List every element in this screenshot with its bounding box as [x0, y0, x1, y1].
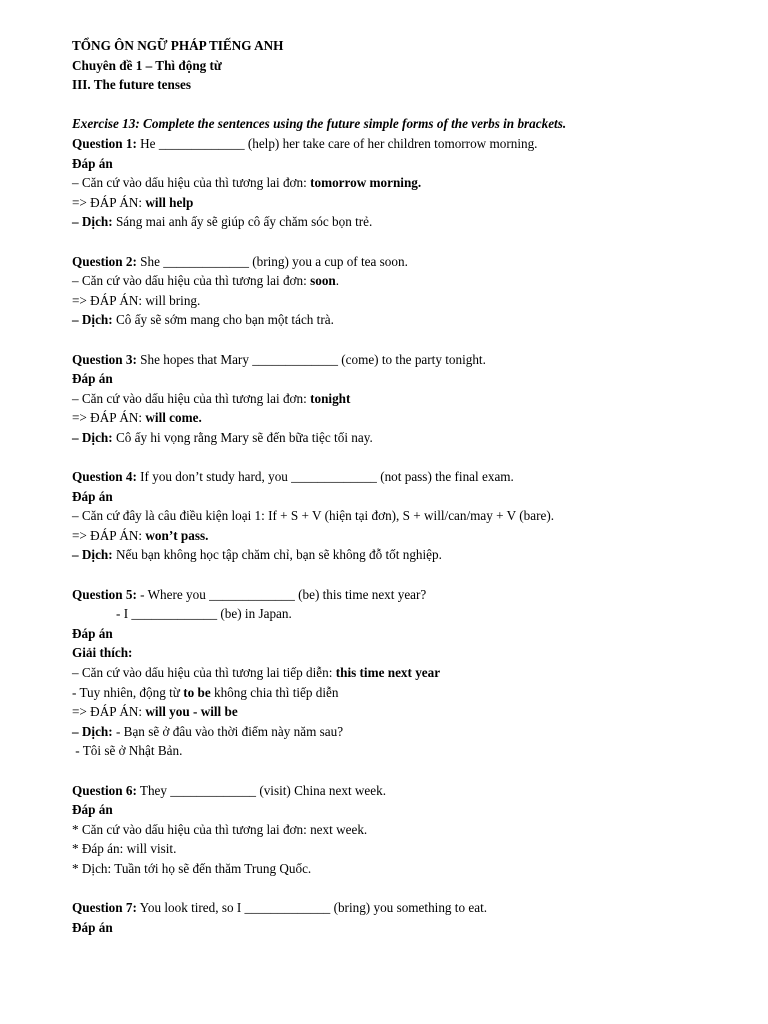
question-text: They _____________ (visit) China next week.: [139, 782, 387, 798]
section-heading: III. The future tenses: [72, 77, 191, 93]
answer-line: => ĐÁP ÁN: will help: [72, 194, 194, 210]
note-line: - Tuy nhiên, động từ to be không chia thì tiếp diễn: [72, 684, 339, 700]
translation-line: – Dịch: Cô ấy hi vọng rằng Mary sẽ đến bữa tiệc tối nay.: [72, 429, 373, 445]
answer-heading: Đáp án: [72, 802, 113, 818]
answer-heading: Đáp án: [72, 488, 113, 504]
question-text: You look tired, so I _____________ (bring) you something to eat.: [139, 900, 488, 916]
basis-line: * Căn cứ vào dấu hiệu của thì tương lai đơn: next week.: [72, 821, 368, 837]
translation-line: – Dịch: Nếu bạn không học tập chăm chỉ, bạn sẽ không đỗ tốt nghiệp.: [72, 547, 442, 563]
question-text: She _____________ (bring) you a cup of tea soon.: [140, 253, 408, 269]
basis-line: – Căn cứ vào dấu hiệu của thì tương lai đơn: tonight: [72, 390, 351, 406]
exercise-title: Exercise 13: Complete the sentences using the future simple forms of the verbs in brackets.: [72, 116, 567, 132]
answer-line: => ĐÁP ÁN: won’t pass.: [72, 527, 209, 543]
basis-line: – Căn cứ đây là câu điều kiện loại 1: If + S + V (hiện tại đơn), S + will/can/may + V (bare).: [72, 508, 555, 524]
question-label: Question 1:: [72, 135, 137, 151]
question-label: Question 5:: [72, 586, 137, 602]
question-3: [72, 350, 732, 370]
translation-line: – Dịch: Cô ấy sẽ sớm mang cho bạn một tách trà.: [72, 312, 334, 328]
answer-line: => ĐÁP ÁN: will you - will be: [72, 704, 238, 720]
answer-heading: Đáp án: [72, 155, 113, 171]
question-text: She hopes that Mary _____________ (come) to the party tonight.: [140, 351, 486, 367]
basis-line: – Căn cứ vào dấu hiệu của thì tương lai đơn: soon.: [72, 273, 340, 289]
document-content: [72, 36, 732, 937]
answer-heading: Đáp án: [72, 371, 113, 387]
question-label: Question 2:: [72, 253, 137, 269]
question-label: Question 7:: [72, 900, 137, 916]
document-title: TỔNG ÔN NGỮ PHÁP TIẾNG ANH: [72, 38, 284, 53]
answer-heading: Đáp án: [72, 919, 113, 935]
question-5: [72, 585, 732, 605]
question-text: - Where you _____________ (be) this time next year?: [140, 586, 427, 602]
basis-line: – Căn cứ vào dấu hiệu của thì tương lai tiếp diễn: this time next year: [72, 665, 441, 680]
question-text-reply: - I _____________ (be) in Japan.: [116, 606, 292, 622]
translation-line: – Dịch: - Bạn sẽ ở đâu vào thời điểm này năm sau?: [72, 723, 344, 739]
translation-line: * Dịch: Tuần tới họ sẽ đến thăm Trung Quốc.: [72, 860, 312, 876]
basis-line: – Căn cứ vào dấu hiệu của thì tương lai đơn: tomorrow morning.: [72, 175, 422, 191]
answer-line: => ĐÁP ÁN: will bring.: [72, 292, 201, 308]
question-4: [72, 467, 732, 487]
question-label: Question 6:: [72, 782, 137, 798]
question-6: [72, 781, 732, 801]
topic-heading: Chuyên đề 1 – Thì động từ: [72, 57, 222, 73]
translation-line-2: - Tôi sẽ ở Nhật Bản.: [72, 743, 183, 759]
explain-heading: Giải thích:: [72, 645, 133, 661]
translation-line: – Dịch: Sáng mai anh ấy sẽ giúp cô ấy chăm sóc bọn trẻ.: [72, 214, 373, 230]
question-label: Question 3:: [72, 351, 137, 367]
question-7: [72, 898, 732, 918]
question-1: [72, 134, 732, 154]
question-label: Question 4:: [72, 469, 137, 485]
answer-line: * Đáp án: will visit.: [72, 841, 177, 857]
answer-heading: Đáp án: [72, 625, 113, 641]
question-text: If you don’t study hard, you _____________ (not pass) the final exam.: [140, 469, 514, 485]
question-2: [72, 252, 732, 272]
question-text: He _____________ (help) her take care of her children tomorrow morning.: [140, 135, 538, 151]
answer-line: => ĐÁP ÁN: will come.: [72, 410, 202, 426]
